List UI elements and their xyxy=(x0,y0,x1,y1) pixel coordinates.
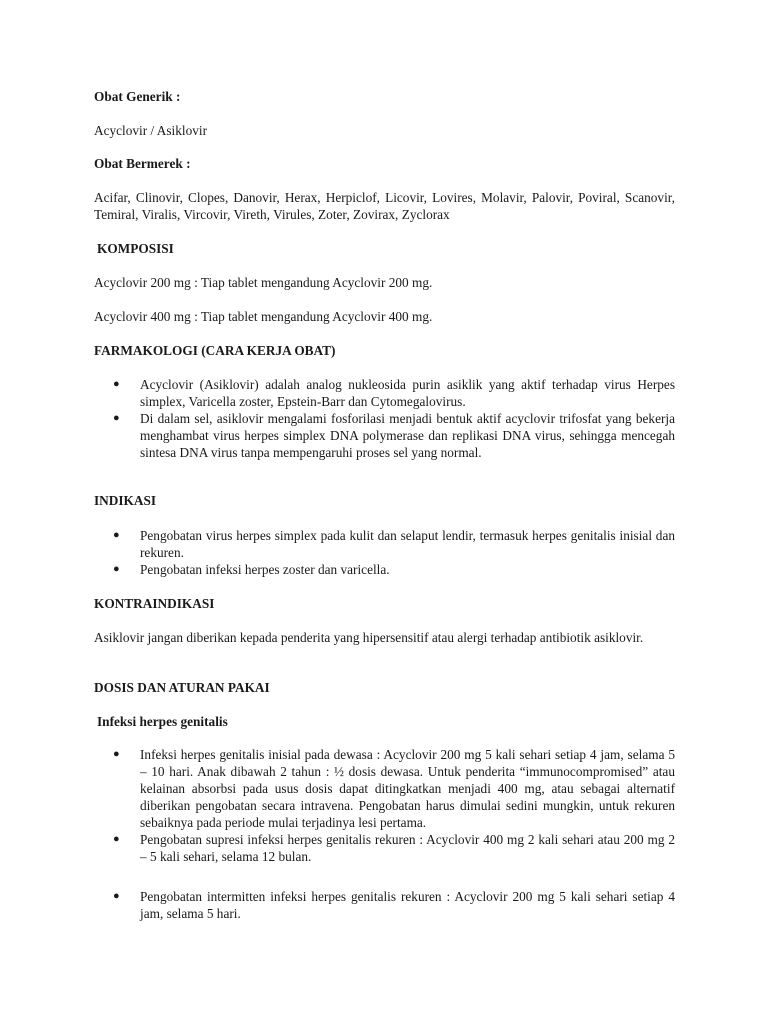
bullet-icon: ● xyxy=(113,748,120,760)
list-item-text: Infeksi herpes genitalis inisial pada dewasa : Acyclovir 200 mg 5 kali sehari setiap 4 jam, selama 5 – 10 hari. Anak dibawah 2 tahun : ½ dosis dewasa. Untuk penderita “immunocompromised” atau kelainan absorbsi pada usus dosis dapat ditingkatkan menjadi 400 mg, atau sebagai alternatif diberikan pengobatan secara intravena. Pengobatan harus dimulai sedini mungkin, untuk rekuren sebaiknya pada periode mulai terjadinya lesi pertama. xyxy=(140,747,675,830)
farmakologi-list xyxy=(94,376,675,461)
bullet-icon: ● xyxy=(113,412,120,424)
list-item-text: Pengobatan supresi infeksi herpes genitalis rekuren : Acyclovir 400 mg 2 kali sehari atau 200 mg 2 – 5 kali sehari, selama 12 bulan. xyxy=(140,832,675,864)
list-item xyxy=(94,561,675,578)
bullet-icon: ● xyxy=(113,833,120,845)
farmakologi-heading: FARMAKOLOGI (CARA KERJA OBAT) xyxy=(94,343,336,358)
dosis-list xyxy=(94,746,675,865)
dosis-heading: DOSIS DAN ATURAN PAKAI xyxy=(94,680,270,695)
komposisi-item-400: Acyclovir 400 mg : Tiap tablet mengandung Acyclovir 400 mg. xyxy=(94,309,433,324)
list-item xyxy=(94,831,675,865)
dosis-subheading xyxy=(97,713,228,730)
list-item xyxy=(94,746,675,831)
list-item xyxy=(94,527,675,561)
bullet-icon: ● xyxy=(113,378,120,390)
list-item-text: Pengobatan intermitten infeksi herpes genitalis rekuren : Acyclovir 200 mg 5 kali sehari setiap 4 jam, selama 5 hari. xyxy=(140,889,675,921)
obat-generik-value: Acyclovir / Asiklovir xyxy=(94,123,208,138)
list-item-text: Di dalam sel, asiklovir mengalami fosforilasi menjadi bentuk aktif acyclovir trifosfat yang bekerja menghambat virus herpes simplex DNA polymerase dan replikasi DNA virus, sehingga mencegah sintesa DNA virus tanpa mempengaruhi proses sel yang normal. xyxy=(140,411,675,460)
indikasi-heading: INDIKASI xyxy=(94,493,157,508)
obat-bermerek-value: Acifar, Clinovir, Clopes, Danovir, Herax, Herpiclof, Licovir, Lovires, Molavir, Palovir, Poviral, Scanovir, Temiral, Viralis, Vircovir, Vireth, Virules, Zoter, Zovirax, Zyclorax xyxy=(94,190,675,222)
indikasi-list xyxy=(94,527,675,578)
komposisi-heading-text: KOMPOSISI xyxy=(97,241,174,256)
list-item xyxy=(94,888,675,922)
bullet-icon: ● xyxy=(113,529,120,541)
kontraindikasi-heading: KONTRAINDIKASI xyxy=(94,596,215,611)
kontraindikasi-text: Asiklovir jangan diberikan kepada penderita yang hipersensitif atau alergi terhadap antibiotik asiklovir. xyxy=(94,630,644,645)
list-item-text: Acyclovir (Asiklovir) adalah analog nukleosida purin asiklik yang aktif terhadap virus Herpes simplex, Varicella zoster, Epstein-Barr dan Cytomegalovirus. xyxy=(140,377,675,409)
list-item-text: Pengobatan virus herpes simplex pada kulit dan selaput lendir, termasuk herpes genitalis inisial dan rekuren. xyxy=(140,528,675,560)
komposisi-heading xyxy=(97,240,174,257)
obat-bermerek-heading: Obat Bermerek : xyxy=(94,156,191,171)
bullet-icon: ● xyxy=(113,890,120,902)
list-item xyxy=(94,410,675,461)
dosis-list-continued xyxy=(94,888,675,922)
list-item xyxy=(94,376,675,410)
obat-generik-heading: Obat Generik : xyxy=(94,89,181,104)
bullet-icon: ● xyxy=(113,563,120,575)
komposisi-item-200: Acyclovir 200 mg : Tiap tablet mengandung Acyclovir 200 mg. xyxy=(94,275,433,290)
list-item-text: Pengobatan infeksi herpes zoster dan varicella. xyxy=(140,562,390,577)
dosis-subheading-text: Infeksi herpes genitalis xyxy=(97,714,228,729)
